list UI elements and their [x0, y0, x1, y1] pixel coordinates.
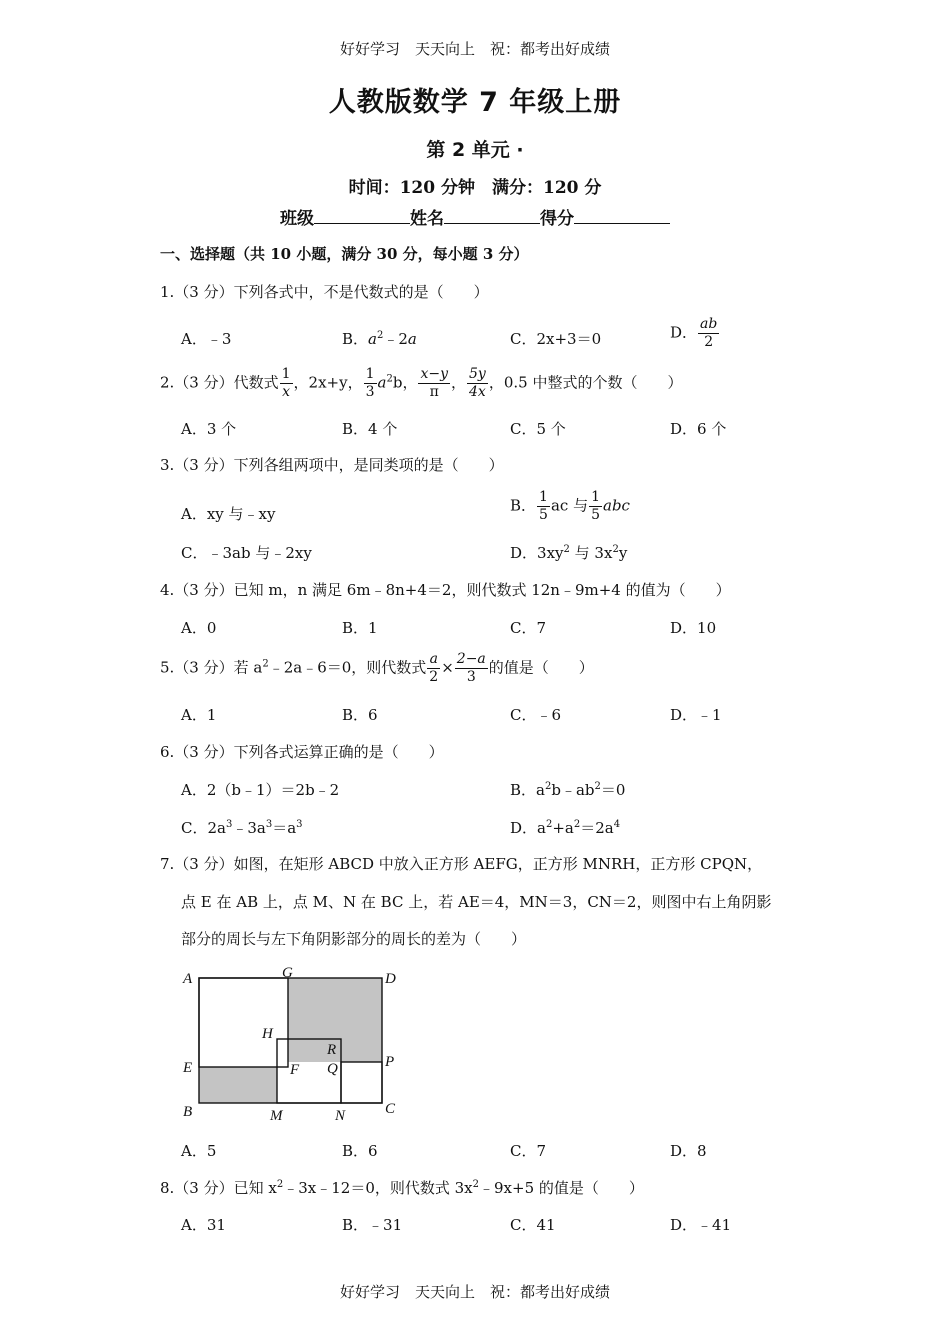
label-d: D — [385, 971, 396, 987]
q1-option-d: D． $\frac{ab}{2}$ — [670, 316, 718, 350]
q1-option-c: C．2x+3＝0 — [510, 330, 602, 348]
q2-option-b: B．4 个 — [342, 420, 398, 438]
name-label: 姓名 — [410, 209, 444, 229]
q5-stem: 5.（3 分）若 $a^2﹣2a﹣6=0$，则代数式 $\frac{a}{2}$ × $\frac{2-a}{3}$ 的值是（ ） — [160, 651, 594, 685]
q5-option-a: A．1 — [181, 706, 217, 724]
label-b: B — [183, 1104, 193, 1120]
label-q: Q — [327, 1061, 338, 1077]
q4-stem: 4.（3 分）已知 m，n 满足 6m﹣8n+4＝2，则代数式 12n﹣9m+4 的值为（ ） — [160, 581, 731, 599]
q6-option-a: A．2（b﹣1）＝2b﹣2 — [181, 781, 340, 799]
label-n: N — [335, 1108, 346, 1124]
square-aefg — [199, 978, 288, 1067]
q7-figure — [175, 960, 415, 1130]
q2-option-a: A．3 个 — [181, 420, 237, 438]
q6-option-b: B．$a^2b﹣ab^2=0$ — [510, 781, 626, 799]
label-r: R — [327, 1042, 337, 1058]
label-h: H — [262, 1026, 273, 1042]
square-cpqn — [341, 1062, 382, 1103]
score-label: 得分 — [540, 209, 574, 229]
class-label: 班级 — [280, 209, 314, 229]
q4-option-c: C．7 — [510, 619, 547, 637]
q6-option-c: C．$2a^3﹣3a^3=a^3$ — [181, 819, 303, 837]
doc-title: 人教版数学 7 年级上册 — [328, 87, 622, 118]
q3-option-d: D．$3xy^2$ 与 $3x^2y$ — [510, 544, 628, 562]
q4-option-d: D．10 — [670, 619, 717, 637]
q5-option-b: B．6 — [342, 706, 378, 724]
student-info-line — [0, 204, 950, 229]
q4-option-b: B．1 — [342, 619, 378, 637]
label-g: G — [282, 965, 293, 981]
q3-option-a: A．xy 与﹣xy — [181, 505, 276, 523]
label-a: A — [183, 971, 193, 987]
page-footer: 好好学习 天天向上 祝：都考出好成绩 — [339, 1283, 610, 1301]
lower-left-shade — [199, 1067, 277, 1103]
q8-option-c: C．41 — [510, 1216, 556, 1234]
q1-option-a: A．﹣3 — [181, 330, 232, 348]
section-heading: 一、选择题（共 10 小题，满分 30 分，每小题 3 分） — [160, 245, 529, 263]
q5-option-c: C．﹣6 — [510, 706, 562, 724]
label-p: P — [385, 1054, 395, 1070]
score-blank[interactable] — [574, 207, 670, 224]
q6-option-d: D．$a^2+a^2=2a^4$ — [510, 819, 621, 837]
q8-option-d: D．﹣41 — [670, 1216, 732, 1234]
q5-option-d: D．﹣1 — [670, 706, 722, 724]
q3-option-b: B． $\frac{1}{5}$ ac 与 $\frac{1}{5}$ abc — [510, 489, 630, 523]
q7-option-a: A．5 — [181, 1142, 217, 1160]
q6-stem: 6.（3 分）下列各式运算正确的是（ ） — [160, 743, 444, 761]
q7-stem-line1: 7.（3 分）如图，在矩形 ABCD 中放入正方形 AEFG，正方形 MNRH，正方形 CPQN， — [160, 855, 763, 873]
label-e: E — [183, 1060, 193, 1076]
q8-option-b: B．﹣31 — [342, 1216, 403, 1234]
q3-option-c: C．﹣3ab 与﹣2xy — [181, 544, 312, 562]
label-m: M — [270, 1108, 283, 1124]
q7-stem-line3: 部分的周长与左下角阴影部分的周长的差为（ ） — [181, 930, 527, 948]
label-c: C — [385, 1101, 396, 1117]
q3-stem: 3.（3 分）下列各组两项中，是同类项的是（ ） — [160, 456, 504, 474]
name-blank[interactable] — [444, 207, 540, 224]
class-blank[interactable] — [314, 207, 410, 224]
q2-option-d: D．6 个 — [670, 420, 727, 438]
q7-stem-line2: 点 E 在 AB 上，点 M、N 在 BC 上，若 AE＝4，MN＝3，CN＝2，则图中右上角阴影 — [181, 893, 772, 911]
page-header: 好好学习 天天向上 祝：都考出好成绩 — [339, 40, 610, 58]
unit-title: 第 2 单元 · — [426, 139, 524, 161]
q8-stem: 8.（3 分）已知 $x^2﹣3x﹣12=0$，则代数式 $3x^2﹣9x+5$ 的值是（ ） — [160, 1179, 644, 1197]
q7-option-c: C．7 — [510, 1142, 547, 1160]
label-f: F — [290, 1062, 300, 1078]
q1-option-b: B．$a^2﹣2a$ — [342, 330, 417, 348]
q2-option-c: C．5 个 — [510, 420, 566, 438]
q7-option-b: B．6 — [342, 1142, 378, 1160]
q8-option-a: A．31 — [181, 1216, 226, 1234]
q2-stem: 2.（3 分）代数式 $\frac{1}{x}$ ，2x+y， $\frac{1}{3}$ $a^2b$， $\frac{x-y}{\pi}$ ， $\frac{5y}{4x}$ ，0.5 中整式的个数（ ） — [160, 366, 683, 400]
q4-option-a: A．0 — [181, 619, 217, 637]
q7-option-d: D．8 — [670, 1142, 707, 1160]
time-score-line: 时间：120 分钟 满分：120 分 — [348, 178, 602, 198]
q1-stem: 1.（3 分）下列各式中，不是代数式的是（ ） — [160, 283, 489, 301]
